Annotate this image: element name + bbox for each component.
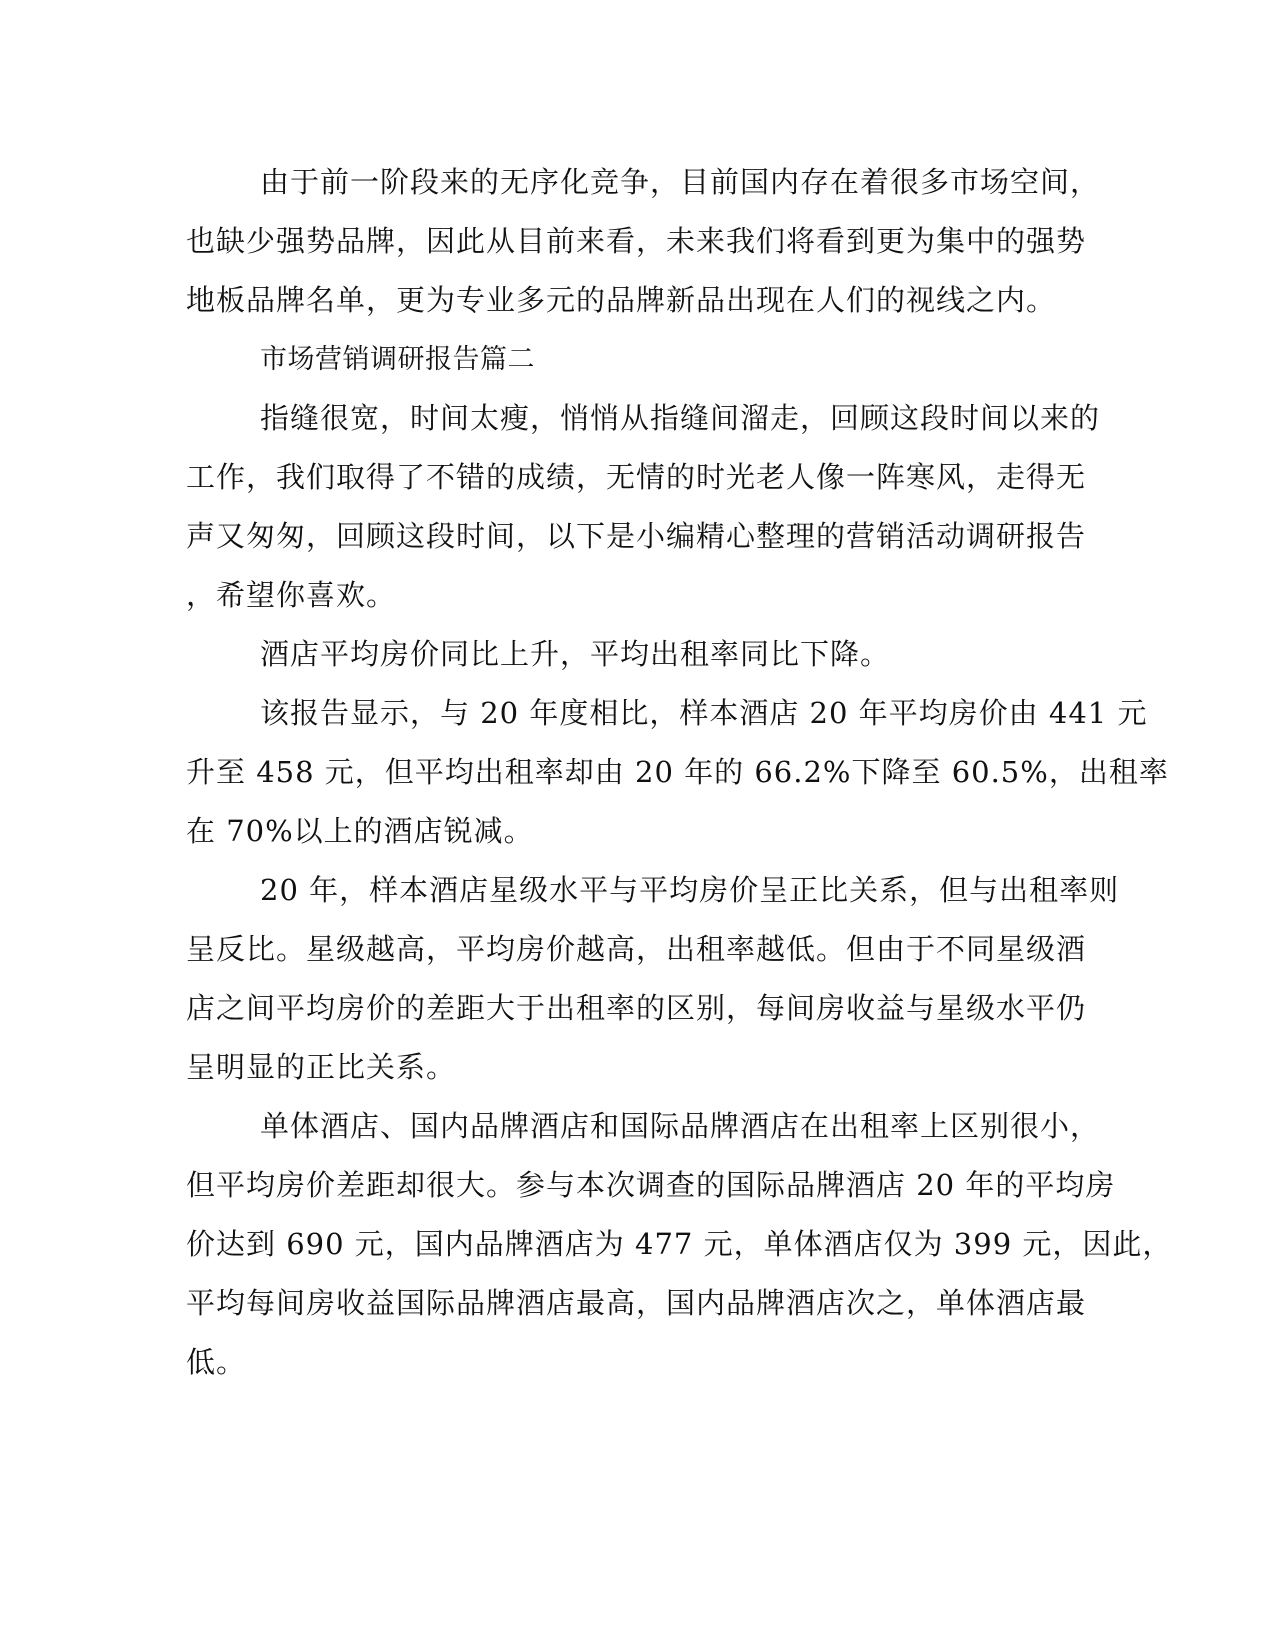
paragraph-4-line-3: 在 70%以上的酒店锐减。 [186, 814, 534, 848]
paragraph-3-line-1: 酒店平均房价同比上升，平均出租率同比下降。 [260, 637, 891, 671]
paragraph-4-line-2: 升至 458 元，但平均出租率却由 20 年的 66.2%下降至 60.5%，出租率 [186, 755, 1169, 789]
paragraph-4-line-1: 该报告显示，与 20 年度相比，样本酒店 20 年平均房价由 441 元 [260, 696, 1148, 730]
paragraph-1-line-3: 地板品牌名单，更为专业多元的品牌新品出现在人们的视线之内。 [186, 283, 1057, 317]
section-heading: 市场营销调研报告篇二 [260, 344, 535, 375]
paragraph-5-line-4: 呈明显的正比关系。 [186, 1050, 457, 1084]
paragraph-2-line-1: 指缝很宽，时间太瘦，悄悄从指缝间溜走，回顾这段时间以来的 [260, 401, 1101, 435]
paragraph-1-line-1: 由于前一阶段来的无序化竞争，目前国内存在着很多市场空间， [260, 165, 1101, 199]
paragraph-5-line-3: 店之间平均房价的差距大于出租率的区别，每间房收益与星级水平仍 [186, 991, 1087, 1025]
paragraph-1-line-2: 也缺少强势品牌，因此从目前来看，未来我们将看到更为集中的强势 [186, 224, 1087, 258]
paragraph-2-line-2: 工作，我们取得了不错的成绩，无情的时光老人像一阵寒风，走得无 [186, 460, 1087, 494]
paragraph-6-line-5: 低。 [186, 1345, 247, 1379]
paragraph-2-line-4: ，希望你喜欢。 [186, 578, 397, 612]
paragraph-5-line-2: 呈反比。星级越高，平均房价越高，出租率越低。但由于不同星级酒 [186, 932, 1087, 966]
paragraph-6-line-4: 平均每间房收益国际品牌酒店最高，国内品牌酒店次之，单体酒店最 [186, 1286, 1087, 1320]
paragraph-6-line-3: 价达到 690 元，国内品牌酒店为 477 元，单体酒店仅为 399 元，因此， [186, 1227, 1173, 1261]
paragraph-6-line-2: 但平均房价差距却很大。参与本次调查的国际品牌酒店 20 年的平均房 [186, 1168, 1116, 1202]
paragraph-5-line-1: 20 年，样本酒店星级水平与平均房价呈正比关系，但与出租率则 [260, 873, 1120, 907]
paragraph-2-line-3: 声又匆匆，回顾这段时间，以下是小编精心整理的营销活动调研报告 [186, 519, 1087, 553]
paragraph-6-line-1: 单体酒店、国内品牌酒店和国际品牌酒店在出租率上区别很小， [260, 1109, 1101, 1143]
